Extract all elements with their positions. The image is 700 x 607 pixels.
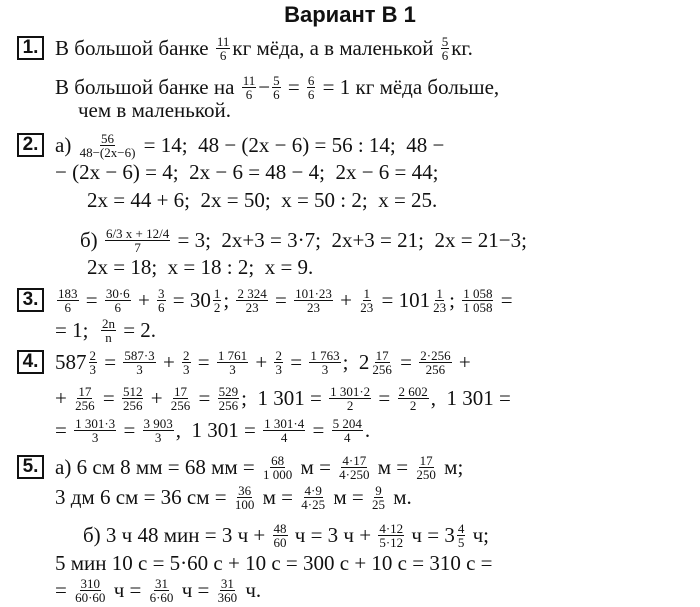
math-text: = [495,287,513,312]
fraction-denominator: 1 058 [463,299,493,315]
fraction [105,227,170,254]
fraction-numerator: 2 [275,347,282,363]
fraction-numerator: 1 058 [463,285,493,301]
math-line [55,482,412,512]
fraction-numerator: 4·12 [379,520,404,536]
math-text: = [118,417,141,442]
task-number-box: 2. [17,133,44,157]
fraction-numerator: 30·6 [105,285,130,301]
math-line [87,252,313,282]
fraction-denominator: 3 [89,361,96,377]
fraction-numerator: 17 [174,383,188,399]
math-text: = [55,417,73,442]
math-text: = [307,417,330,442]
fraction [378,522,404,549]
fraction-numerator: 17 [419,452,433,468]
fraction-denominator: 60 [273,534,287,550]
fraction-denominator: 6 [273,86,280,102]
fraction [371,349,393,376]
fraction-denominator: 4·250 [339,466,370,482]
math-text: = 30 [167,287,211,312]
fraction-numerator: 1 [213,285,221,301]
math-text: = [373,385,396,410]
fraction-numerator: 2 602 [398,383,428,399]
math-line [55,347,471,377]
math-text: ч; [467,522,489,547]
math-text: 2x = 44 + 6; 2x = 50; x = 50 : 2; x = 25. [87,187,438,212]
fraction-numerator: 17 [375,347,389,363]
math-text: + [132,287,156,312]
fraction [143,417,174,444]
fraction-numerator: 6 [307,72,315,88]
math-text: 3 дм 6 см = 36 см = [55,484,232,509]
fraction-numerator: 36 [238,482,252,498]
fraction-numerator: 101·23 [295,285,332,301]
fraction-numerator: 1 301·3 [75,415,116,431]
fraction [217,349,248,376]
fraction [170,385,192,412]
fraction [309,349,340,376]
fraction-numerator: 1 761 [217,347,248,363]
fraction [105,287,131,314]
math-line [80,225,527,255]
fraction-numerator: 183 [58,285,78,301]
fraction-numerator: 310 [80,575,101,591]
fraction [338,454,370,481]
math-line [55,548,493,578]
fraction [74,385,96,412]
math-text: 2x = 18; x = 18 : 2; x = 9. [87,254,314,279]
task-number-box: 1. [17,36,44,60]
fraction [149,577,175,604]
fraction-denominator: 6 [64,299,71,315]
fraction-numerator: 4·17 [342,452,367,468]
fraction-numerator: 9 [375,482,382,498]
math-text: = [99,349,122,374]
math-text: = [394,349,418,374]
math-text: = [55,577,73,602]
fraction [89,349,98,376]
math-text: м = [372,454,414,479]
fraction [371,484,386,511]
fraction-numerator: 3 [158,285,165,301]
math-line [87,185,437,215]
fraction [234,484,256,511]
math-text: = [282,74,305,99]
fraction [74,417,116,444]
fraction-denominator: n [105,329,112,345]
math-line [55,315,156,345]
fraction-numerator: 1 [436,285,443,301]
math-text: − (2x − 6) = 4; 2x − 6 = 48 − 4; 2x − 6 = 44; [55,159,439,184]
math-text: ч = 3 [406,522,455,547]
fraction-denominator: 250 [416,466,436,482]
fraction [419,349,451,376]
math-text: ч = [176,577,215,602]
fraction-numerator: 3 903 [143,415,173,431]
fraction-numerator: 31 [220,575,234,591]
fraction-denominator: 6 [219,47,227,63]
fraction [217,577,239,604]
fraction [263,417,305,444]
fraction [272,74,281,101]
fraction-numerator: 48 [273,520,287,536]
fraction-numerator: 1 301·4 [264,415,305,431]
math-text: 5 мин 10 с = 5·60 с + 10 с = 300 с + 10 с = 310 с = [55,550,493,575]
math-text: + [334,287,358,312]
fraction [307,74,316,101]
math-line [55,285,513,315]
fraction [242,74,257,101]
math-text: = [269,287,293,312]
fraction-denominator: 3 [229,361,236,377]
fraction-denominator: 3 [275,361,282,377]
fraction-numerator: 529 [218,383,239,399]
fraction-denominator: 256 [425,361,446,377]
fraction-denominator: 2 [409,397,417,413]
fraction-denominator: 4 [343,429,351,445]
math-line [78,95,231,125]
fraction-denominator: 2 [213,299,221,315]
fraction-denominator: 60·60 [75,589,106,605]
fraction [74,577,106,604]
fraction [122,385,144,412]
math-text: ч = [108,577,147,602]
math-text: = 101 [376,287,431,312]
fraction [213,287,222,314]
fraction [432,287,447,314]
fraction-denominator: 6 [158,299,165,315]
fraction-denominator: 360 [217,589,238,605]
math-text: кг мёда, а в маленькой [232,35,439,60]
fraction-numerator: 2 [183,347,190,363]
fraction [79,132,137,159]
fraction [57,287,79,314]
fraction-numerator: 6/3 x + 12/4 [105,225,170,241]
fraction [457,522,466,549]
fraction-denominator: 256 [122,397,143,413]
fraction [462,287,493,314]
math-text: б) 3 ч 48 мин = 3 ч + [83,522,271,547]
fraction-numerator: 1 [363,285,370,301]
math-text: − [258,74,271,99]
fraction [273,522,288,549]
fraction-numerator: 5 [441,33,449,49]
fraction-numerator: 2n [101,315,115,331]
fraction [398,385,429,412]
task-number-box: 4. [17,350,44,374]
math-text: ; 1 301 = [241,385,328,410]
fraction-denominator: 6 [245,86,253,102]
math-text: а) 6 см 8 мм = 68 мм = [55,454,261,479]
fraction-denominator: 256 [170,397,191,413]
fraction-denominator: 256 [75,397,95,413]
fraction-numerator: 68 [271,452,285,468]
fraction-denominator: 25 [372,496,386,512]
fraction [123,349,155,376]
fraction-denominator: 23 [360,299,374,315]
math-text: = [284,349,308,374]
fraction [157,287,166,314]
fraction [101,317,116,344]
math-text: = 2. [117,317,157,342]
fraction-numerator: 1 763 [310,347,340,363]
math-text: м = [257,484,299,509]
math-line [55,33,473,63]
task-number-box: 3. [17,288,44,312]
math-text: = [193,385,216,410]
math-line [55,130,444,160]
math-text: 587 [55,349,87,374]
fraction-numerator: 587·3 [124,347,155,363]
math-text: + [145,385,168,410]
math-text: б) [80,227,103,252]
fraction-denominator: 3 [321,361,329,377]
fraction-denominator: 256 [372,361,392,377]
fraction-numerator: 4·9 [304,482,322,498]
fraction-denominator: 5·12 [379,534,404,550]
math-line [83,520,489,550]
fraction-denominator: 5 [457,534,465,550]
math-text: + [250,349,273,374]
fraction-numerator: 11 [216,33,230,49]
fraction [294,287,333,314]
fraction [236,287,267,314]
fraction-numerator: 56 [100,130,114,146]
fraction [441,35,450,62]
math-text: = 1 кг мёда больше, [317,74,500,99]
math-text: + [453,349,471,374]
fraction [218,385,240,412]
task-number-box: 5. [17,455,44,479]
fraction [216,35,231,62]
fraction-denominator: 3 [91,429,99,445]
math-line [55,383,511,413]
math-text: = [97,385,120,410]
fraction-denominator: 1 000 [263,466,293,482]
math-text: м = [328,484,370,509]
math-text: м = [295,454,337,479]
math-line [55,575,261,605]
math-text: . [364,417,371,442]
fraction-numerator: 1 301·2 [330,383,371,399]
math-text: , 1 301 = [430,385,511,410]
math-text: = 14; 48 − (2x − 6) = 56 : 14; 48 − [138,132,445,157]
fraction-denominator: 6·60 [149,589,174,605]
fraction-denominator: 3 [136,361,143,377]
fraction-denominator: 4 [280,429,288,445]
fraction-numerator: 31 [155,575,169,591]
fraction [300,484,326,511]
math-text: В большой банке [55,35,214,60]
math-text: В большой банке на [55,74,240,99]
math-text: , 1 301 = [175,417,262,442]
math-text: ч. [240,577,262,602]
math-text: = [192,349,215,374]
math-text: чем в маленькой. [78,97,231,122]
math-text: м. [388,484,412,509]
fraction-numerator: 2 324 [237,285,267,301]
math-text: = 3; 2x+3 = 3·7; 2x+3 = 21; 2x = 21−3; [172,227,527,252]
fraction-denominator: 6 [114,299,122,315]
fraction-denominator: 6 [441,47,449,63]
math-text: ; [223,287,235,312]
fraction [415,454,437,481]
math-line [55,415,370,445]
page-title: Вариант В 1 [284,2,416,27]
fraction-numerator: 17 [78,383,92,399]
fraction-denominator: 48−(2x−6) [79,144,136,160]
fraction-denominator: 4·25 [301,496,326,512]
math-text: = [80,287,103,312]
fraction-numerator: 5 [273,72,280,88]
fraction [262,454,293,481]
fraction-numerator: 2·256 [420,347,451,363]
fraction-numerator: 5 204 [332,415,362,431]
fraction-numerator: 2 [89,347,96,363]
fraction-denominator: 23 [433,299,447,315]
math-text: а) [55,132,77,157]
fraction [329,385,371,412]
fraction-denominator: 2 [346,397,354,413]
math-text: ; [449,287,461,312]
fraction [332,417,363,444]
math-line [55,157,439,187]
math-text: кг. [451,35,473,60]
fraction [182,349,191,376]
fraction-denominator: 7 [134,239,141,255]
math-text: + [157,349,181,374]
math-line [55,452,463,482]
fraction-denominator: 6 [307,86,315,102]
fraction [274,349,283,376]
math-text: + [55,385,73,410]
fraction-denominator: 23 [306,299,320,315]
math-text: ч = 3 ч + [289,522,377,547]
math-text: ; 2 [342,349,370,374]
fraction-denominator: 100 [234,496,255,512]
fraction-denominator: 256 [218,397,239,413]
fraction [359,287,374,314]
fraction-numerator: 11 [242,72,256,88]
math-text: м; [438,454,464,479]
fraction-denominator: 3 [183,361,190,377]
math-text: = 1; [55,317,99,342]
fraction-denominator: 3 [154,429,162,445]
fraction-numerator: 4 [457,520,465,536]
fraction-numerator: 512 [122,383,143,399]
fraction-denominator: 23 [245,299,259,315]
